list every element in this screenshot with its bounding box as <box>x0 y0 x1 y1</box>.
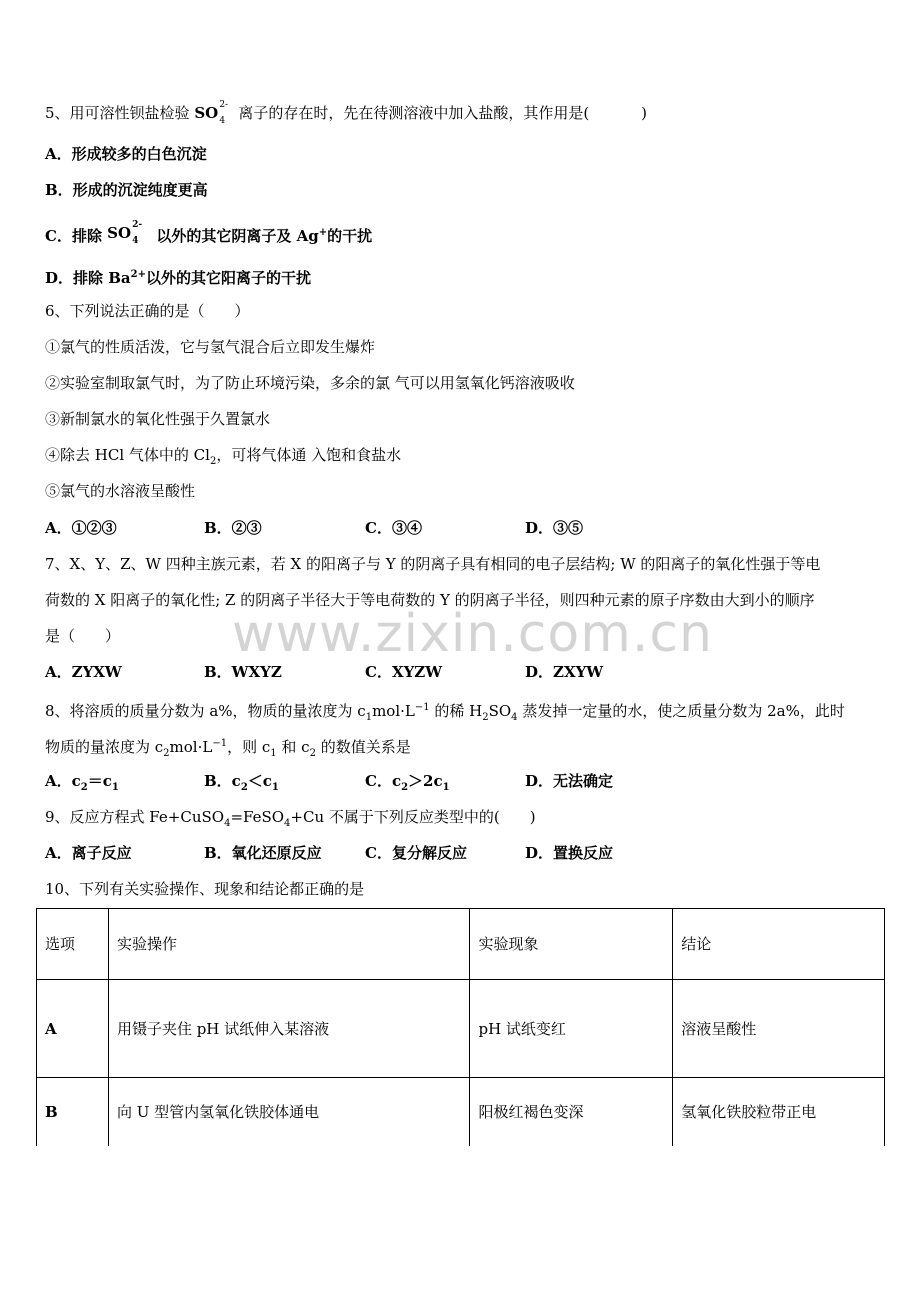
q9-option-a: A．离子反应 <box>45 844 132 862</box>
q9-options <box>45 843 885 863</box>
table-row <box>37 980 885 1078</box>
q8-options <box>45 771 885 791</box>
q10-stem: 10、下列有关实验操作、现象和结论都正确的是 <box>45 880 365 898</box>
q8-option-c: C．$c_2>2c_1$ <box>365 772 450 793</box>
q6-option-d: D．③⑤ <box>525 519 584 537</box>
q7-option-b: B．WXYZ <box>204 663 282 681</box>
table-cell: B <box>37 1078 109 1147</box>
q9-option-c: C．复分解反应 <box>365 844 467 862</box>
table-cell: pH 试纸变红 <box>470 980 673 1078</box>
table-cell: 溶液呈酸性 <box>673 980 885 1078</box>
q6-statement-1: ①氯气的性质活泼，它与氢气混合后立即发生爆炸 <box>45 338 376 356</box>
q5-option-c: C．排除 SO 2- 4 以外的其它阴离子及 Ag+的干扰 <box>45 220 373 246</box>
q9-option-d: D．置换反应 <box>525 844 614 862</box>
header-cell: 实验操作 <box>108 909 470 980</box>
q5-stem-text-a: 5、用可溶性钡盐检验 <box>45 104 195 122</box>
q10-table <box>36 908 885 1146</box>
table-cell: 用镊子夹住 pH 试纸伸入某溶液 <box>108 980 470 1078</box>
q5-stem-close: ) <box>641 104 648 122</box>
q5-option-a: A．形成较多的白色沉淀 <box>45 145 207 163</box>
q7-stem-line-1: 7、X、Y、Z、W 四种主族元素，若 X 的阳离子与 Y 的阴离子具有相同的电子层结构; W 的阳离子的氧化性强于等电 <box>45 555 821 573</box>
q6-statement-4: ④除去 HCl 气体中的 $Cl_2$，可将气体通 入饱和食盐水 <box>45 446 402 467</box>
q9-option-b: B．氧化还原反应 <box>204 844 322 862</box>
header-cell: 结论 <box>673 909 885 980</box>
q6-option-b: B．②③ <box>204 519 262 537</box>
sulfate-ion: SO 2- 4 <box>194 100 229 126</box>
q5-stem <box>45 100 648 126</box>
table-cell: 阳极红褐色变深 <box>470 1078 673 1147</box>
q8-stem-line-1: 8、将溶质的质量分数为 a%，物质的量浓度为 $c_1mol\cdot L^{-1}$ 的稀 $H_2SO_4$ 蒸发掉一定量的水，使之质量分数为 2a%，此时 <box>45 702 845 723</box>
table-cell: 氢氧化铁胶粒带正电 <box>673 1078 885 1147</box>
header-cell: 选项 <box>37 909 109 980</box>
table-header-row <box>37 909 885 980</box>
q8-option-b: B．$c_2<c_1$ <box>204 772 279 793</box>
header-cell: 实验现象 <box>470 909 673 980</box>
q6-statement-5: ⑤氯气的水溶液呈酸性 <box>45 482 196 500</box>
q6-statement-3: ③新制氯水的氧化性强于久置氯水 <box>45 410 271 428</box>
q7-stem-line-2: 荷数的 X 阳离子的氧化性; Z 的阴离子半径大于等电荷数的 Y 的阴离子半径，则四种元素的原子序数由大到小的顺序 <box>45 591 815 609</box>
q8-option-a: A．$c_2=c_1$ <box>45 772 119 793</box>
q6-option-a: A．①②③ <box>45 519 117 537</box>
q8-option-d: D．无法确定 <box>525 772 614 790</box>
sulfate-ion: SO 2- 4 <box>107 220 143 246</box>
q7-option-a: A．ZYXW <box>45 663 122 681</box>
table-cell: A <box>37 980 109 1078</box>
q7-stem-line-3: 是（ ） <box>45 627 121 645</box>
q8-stem-line-2: 物质的量浓度为 $c_2mol\cdot L^{-1}$，则 $c_1$ 和 $c_2$ 的数值关系是 <box>45 738 411 759</box>
table-cell: 向 U 型管内氢氧化铁胶体通电 <box>108 1078 470 1147</box>
q6-option-c: C．③④ <box>365 519 422 537</box>
q7-option-d: D．ZXYW <box>525 663 604 681</box>
q5-option-d: D．排除 $Ba^{2+}$以外的其它阳离子的干扰 <box>45 269 311 287</box>
table-row <box>37 1078 885 1147</box>
q6-stem: 6、下列说法正确的是（ ） <box>45 302 250 320</box>
q9-stem: 9、反应方程式 Fe+CuSO$_4$=FeSO$_4$+Cu 不属于下列反应类型中的( ) <box>45 808 536 829</box>
q7-options <box>45 662 885 682</box>
watermark: www.zixin.com.cn <box>232 604 713 664</box>
q6-statement-2: ②实验室制取氯气时，为了防止环境污染，多余的氯 气可以用氢氧化钙溶液吸收 <box>45 374 575 392</box>
q5-stem-text-b: 离子的存在时，先在待测溶液中加入盐酸，其作用是( <box>238 104 590 122</box>
q7-option-c: C．XYZW <box>365 663 443 681</box>
q5-option-b: B．形成的沉淀纯度更高 <box>45 181 208 199</box>
q6-options <box>45 518 885 538</box>
